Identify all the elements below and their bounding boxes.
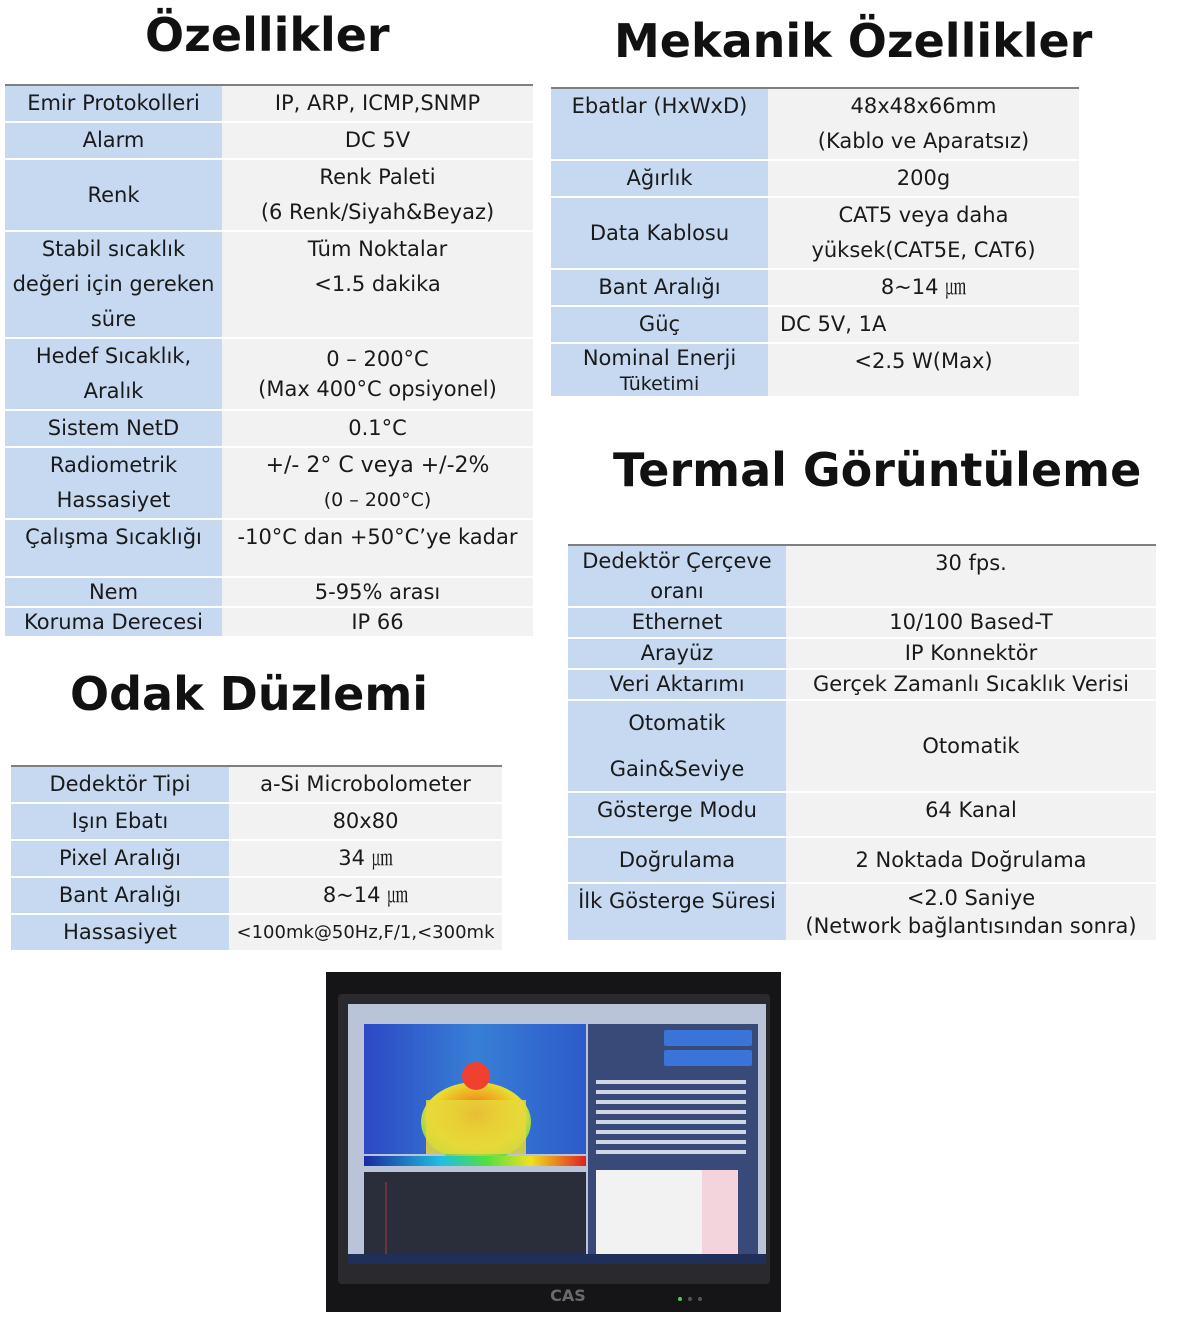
spec-key: Bant Aralığı <box>551 269 768 306</box>
spec-value: Gerçek Zamanlı Sıcaklık Verisi <box>786 669 1156 700</box>
spec-key: Ebatlar (HxWxD) <box>551 88 768 160</box>
termal-table <box>568 544 1156 942</box>
spec-key <box>5 447 222 519</box>
spec-key-line: Dedektör Çerçeve <box>582 549 772 573</box>
table-row <box>551 160 1079 197</box>
spec-key: Veri Aktarımı <box>568 669 786 700</box>
table-row <box>5 338 533 410</box>
spec-key-line: Tüketimi <box>619 373 700 395</box>
spec-value-line: (6 Renk/Siyah&Beyaz) <box>260 200 495 224</box>
spec-key-line: Aralık <box>83 379 144 403</box>
spec-value: DC 5V <box>222 122 533 159</box>
spec-value: 10/100 Based-T <box>786 607 1156 638</box>
spec-value-line: (Max 400°C opsiyonel) <box>258 377 497 401</box>
table-row <box>568 669 1156 700</box>
spec-key: Işın Ebatı <box>11 803 229 840</box>
spec-key <box>568 700 786 792</box>
spec-value-line: yüksek(CAT5E, CAT6) <box>811 238 1036 262</box>
table-row <box>551 343 1079 397</box>
table-row <box>5 85 533 122</box>
spec-key: Renk <box>5 159 222 231</box>
table-row <box>5 410 533 447</box>
spec-key: Arayüz <box>568 638 786 669</box>
spec-key-line: değeri için gereken <box>12 272 215 296</box>
table-row <box>11 914 502 951</box>
table-row <box>11 803 502 840</box>
spec-key: Ethernet <box>568 607 786 638</box>
mekanik-table <box>551 87 1079 398</box>
spec-value: 34 ㎛ <box>229 840 502 877</box>
table-row <box>568 700 1156 792</box>
spec-value: 0.1°C <box>222 410 533 447</box>
table-row <box>11 877 502 914</box>
spec-key-line: süre <box>90 307 137 331</box>
spec-value <box>786 883 1156 941</box>
spec-key: Emir Protokolleri <box>5 85 222 122</box>
spec-key-line: Nominal Enerji <box>582 346 737 370</box>
spec-key: Hassasiyet <box>11 914 229 951</box>
spec-value: 8~14 ㎛ <box>768 269 1079 306</box>
spec-value-line: 48x48x66mm <box>850 94 997 118</box>
spec-key: Doğrulama <box>568 837 786 883</box>
spec-key-line: Otomatik <box>628 711 726 735</box>
spec-key-line: Stabil sıcaklık <box>41 237 186 261</box>
spec-value: 2 Noktada Doğrulama <box>786 837 1156 883</box>
table-row <box>5 577 533 607</box>
spec-value: IP Konnektör <box>786 638 1156 669</box>
spec-value: 30 fps. <box>786 545 1156 607</box>
spec-value: Otomatik <box>786 700 1156 792</box>
table-row <box>5 159 533 231</box>
termal-title: Termal Görüntüleme <box>613 443 1142 497</box>
table-row <box>551 306 1079 343</box>
spec-key: Nem <box>5 577 222 607</box>
spec-key: Ağırlık <box>551 160 768 197</box>
spec-value <box>222 338 533 410</box>
table-row <box>5 447 533 519</box>
spec-value: 8~14 ㎛ <box>229 877 502 914</box>
spec-key <box>5 231 222 338</box>
table-row <box>568 545 1156 607</box>
spec-value-line: 0 – 200°C <box>326 347 429 371</box>
spec-value <box>222 159 533 231</box>
table-row <box>568 883 1156 941</box>
spec-value-line: CAT5 veya daha <box>838 203 1009 227</box>
monitor-illustration <box>326 972 781 1312</box>
spec-key: Koruma Derecesi <box>5 607 222 637</box>
spec-value-line: <1.5 dakika <box>314 272 441 296</box>
table-row <box>568 837 1156 883</box>
ozellikler-title: Özellikler <box>145 8 390 62</box>
spec-value-line: +/- 2° C veya +/-2% <box>265 453 490 478</box>
spec-key: Güç <box>551 306 768 343</box>
table-row <box>11 840 502 877</box>
spec-value: 5-95% arası <box>222 577 533 607</box>
spec-value-line: (0 – 200°C) <box>323 489 432 511</box>
table-row <box>568 638 1156 669</box>
spec-key: Sistem NetD <box>5 410 222 447</box>
spec-value-line: Renk Paleti <box>319 165 436 189</box>
table-row <box>5 231 533 338</box>
spec-key: İlk Gösterge Süresi <box>568 883 786 941</box>
spec-value: <100mk@50Hz,F/1,<300mk <box>229 914 502 951</box>
thermal-monitor-photo <box>326 972 781 1312</box>
spec-key-line: Gain&Seviye <box>609 757 745 781</box>
spec-key: Pixel Aralığı <box>11 840 229 877</box>
spec-key: Data Kablosu <box>551 197 768 269</box>
spec-value <box>768 88 1079 160</box>
spec-value: a-Si Microbolometer <box>229 766 502 803</box>
spec-value: <2.5 W(Max) <box>768 343 1079 397</box>
spec-key <box>568 545 786 607</box>
table-row <box>568 607 1156 638</box>
spec-key: Çalışma Sıcaklığı <box>5 519 222 577</box>
spec-key-line: Radiometrik <box>49 453 178 477</box>
table-row <box>551 88 1079 160</box>
table-row <box>5 519 533 577</box>
spec-value <box>222 231 533 338</box>
spec-value <box>222 447 533 519</box>
table-row <box>551 197 1079 269</box>
spec-value: IP 66 <box>222 607 533 637</box>
spec-key <box>5 338 222 410</box>
mekanik-title: Mekanik Özellikler <box>614 14 1093 68</box>
spec-value: 64 Kanal <box>786 792 1156 837</box>
spec-key-line: oranı <box>650 579 704 603</box>
table-row <box>11 766 502 803</box>
spec-value: -10°C dan +50°C’ye kadar <box>222 519 533 577</box>
spec-key-line: Hedef Sıcaklık, <box>35 344 192 368</box>
table-row <box>568 792 1156 837</box>
spec-value-line: Tüm Noktalar <box>307 237 448 261</box>
spec-key: Gösterge Modu <box>568 792 786 837</box>
odak-table <box>11 765 502 952</box>
spec-key: Dedektör Tipi <box>11 766 229 803</box>
table-row <box>5 122 533 159</box>
odak-title: Odak Düzlemi <box>70 667 429 721</box>
spec-value: DC 5V, 1A <box>768 306 1079 343</box>
spec-value: 80x80 <box>229 803 502 840</box>
spec-value: 200g <box>768 160 1079 197</box>
spec-key: Bant Aralığı <box>11 877 229 914</box>
spec-value: IP, ARP, ICMP,SNMP <box>222 85 533 122</box>
spec-value-line: <2.0 Saniye <box>906 886 1036 910</box>
spec-key <box>551 343 768 397</box>
spec-value-line: (Kablo ve Aparatsız) <box>817 129 1030 153</box>
ozellikler-table <box>5 84 533 638</box>
table-row <box>551 269 1079 306</box>
spec-key-line: Hassasiyet <box>56 488 171 512</box>
monitor-brand: CAS <box>550 1286 586 1305</box>
spec-key: Alarm <box>5 122 222 159</box>
spec-value-line: (Network bağlantısından sonra) <box>805 914 1137 938</box>
spec-value <box>768 197 1079 269</box>
table-row <box>5 607 533 637</box>
